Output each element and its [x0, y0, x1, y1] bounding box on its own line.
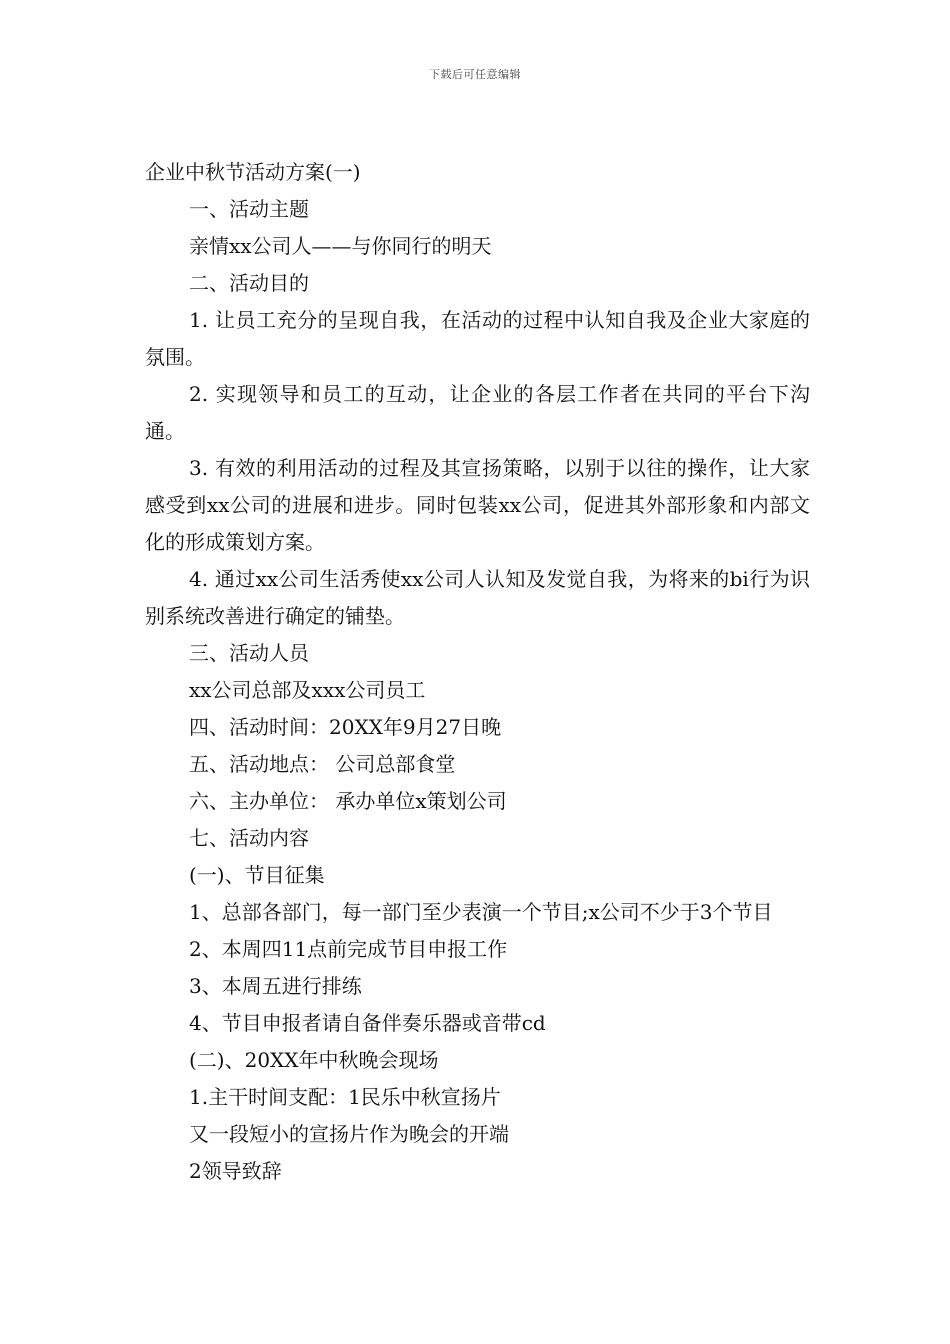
purpose-item-2: 2. 实现领导和员工的互动，让企业的各层工作者在共同的平台下沟通。 [145, 382, 810, 443]
section-host: 六、主办单位： 承办单位x策划公司 [189, 789, 507, 813]
program-item-3: 3、本周五进行排练 [189, 974, 362, 998]
subsection-program-heading: (一)、节目征集 [189, 863, 325, 887]
document-body [145, 154, 810, 1190]
program-item-4: 4、节目申报者请自备伴奏乐器或音带cd [189, 1011, 546, 1035]
section-theme-text: 亲情xx公司人——与你同行的明天 [189, 234, 492, 258]
section-content-heading: 七、活动内容 [189, 826, 309, 850]
section-purpose-heading: 二、活动目的 [189, 271, 309, 295]
section-theme-heading: 一、活动主题 [189, 197, 309, 221]
purpose-item-3: 3. 有效的利用活动的过程及其宣扬策略，以别于以往的操作，让大家感受到xx公司的进展和进步。同时包装xx公司，促进其外部形象和内部文化的形成策划方案。 [145, 456, 810, 554]
page-header-note: 下载后可任意编辑 [429, 68, 521, 81]
gala-item-1-description: 又一段短小的宣扬片作为晚会的开端 [189, 1122, 509, 1146]
gala-item-2: 2领导致辞 [189, 1159, 282, 1183]
section-personnel-heading: 三、活动人员 [189, 641, 309, 665]
section-personnel-text: xx公司总部及xxx公司员工 [189, 678, 426, 702]
program-item-1: 1、总部各部门，每一部门至少表演一个节目;x公司不少于3个节目 [189, 900, 773, 924]
gala-item-1: 1.主干时间支配：1民乐中秋宣扬片 [189, 1085, 501, 1109]
purpose-item-1: 1. 让员工充分的呈现自我，在活动的过程中认知自我及企业大家庭的氛围。 [145, 308, 810, 369]
document-title: 企业中秋节活动方案(一) [145, 160, 361, 184]
subsection-gala-heading: (二)、20XX年中秋晚会现场 [189, 1048, 439, 1072]
program-item-2: 2、本周四11点前完成节目申报工作 [189, 937, 508, 961]
section-place: 五、活动地点： 公司总部食堂 [189, 752, 456, 776]
purpose-item-4: 4. 通过xx公司生活秀使xx公司人认知及发觉自我，为将来的bi行为识别系统改善进行确定的铺垫。 [145, 567, 810, 628]
section-time: 四、活动时间：20XX年9月27日晚 [189, 715, 502, 739]
